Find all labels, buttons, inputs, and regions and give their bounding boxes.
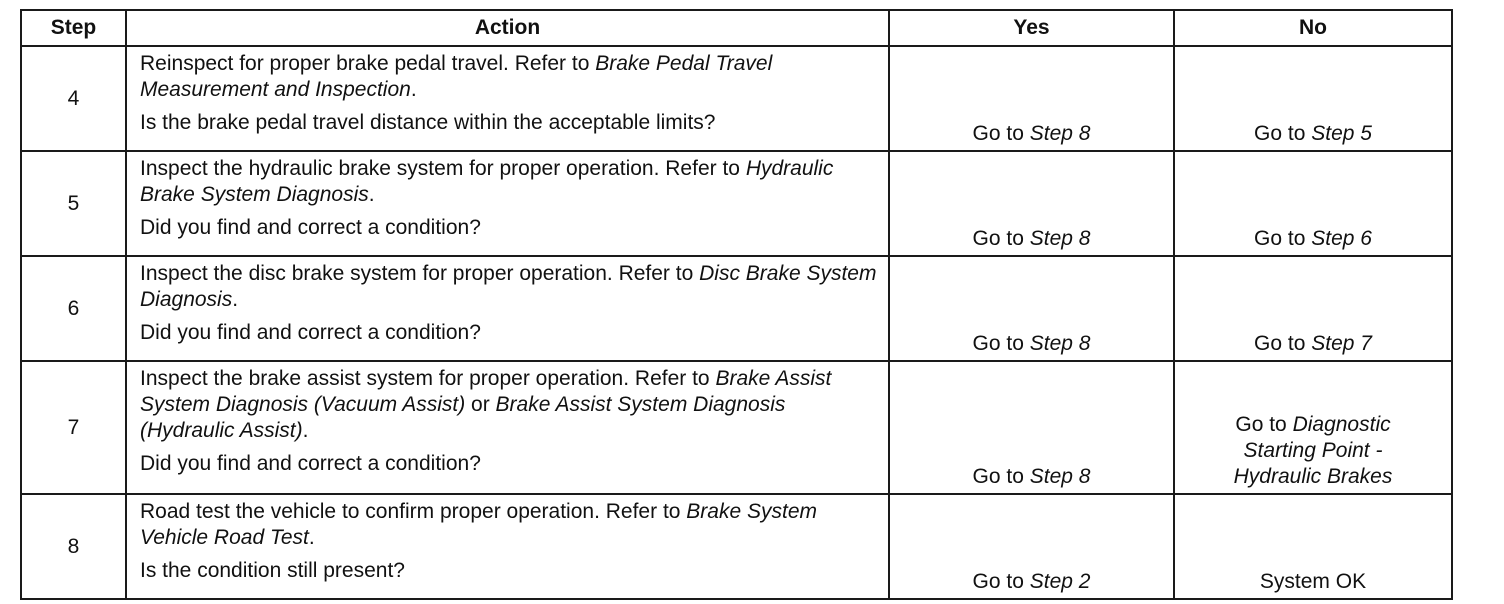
step-number: 5: [21, 151, 126, 256]
action-cell: [126, 46, 889, 151]
diagnostic-table: [20, 9, 1453, 600]
table-row: [21, 46, 1452, 151]
yes-step-reference: Step 8: [1029, 332, 1091, 355]
table-header-row: [21, 10, 1452, 46]
action-reference-secondary: Brake Assist System Diagnosis (Hydraulic Assist): [140, 393, 786, 442]
action-instruction: Inspect the disc brake system for proper operation. Refer to Disc Brake System Diagnosis.: [140, 262, 877, 311]
yes-step-reference: Step 2: [1029, 570, 1091, 593]
yes-cell: Go to Step 2: [889, 494, 1174, 599]
no-cell: System OK: [1174, 494, 1452, 599]
action-cell: [126, 361, 889, 494]
yes-step-reference: Step 8: [1029, 122, 1091, 145]
no-cell: Go to Step 7: [1174, 256, 1452, 361]
action-question: Did you find and correct a condition?: [140, 216, 481, 239]
action-reference: Disc Brake System Diagnosis: [140, 262, 877, 311]
action-instruction: Inspect the brake assist system for proper operation. Refer to Brake Assist System Diagnosis (Vacuum Assist) or Brake Assist System Diagnosis (Hydraulic Assist).: [140, 367, 832, 442]
table-row: [21, 151, 1452, 256]
action-reference: Hydraulic Brake System Diagnosis: [140, 157, 834, 206]
no-cell: Go to Step 6: [1174, 151, 1452, 256]
header-no: No: [1174, 10, 1452, 46]
header-yes: Yes: [889, 10, 1174, 46]
action-reference: Brake Pedal Travel Measurement and Inspection: [140, 52, 773, 101]
yes-cell: Go to Step 8: [889, 361, 1174, 494]
yes-cell: Go to Step 8: [889, 46, 1174, 151]
table-row: [21, 256, 1452, 361]
no-cell: Go to Diagnostic Starting Point - Hydraulic Brakes: [1174, 361, 1452, 494]
no-step-reference: Step 5: [1311, 122, 1372, 145]
yes-step-reference: Step 8: [1029, 465, 1091, 488]
action-reference: Brake System Vehicle Road Test: [140, 500, 818, 549]
action-question: Did you find and correct a condition?: [140, 452, 481, 475]
action-cell: [126, 151, 889, 256]
action-question: Is the brake pedal travel distance within the acceptable limits?: [140, 111, 716, 134]
action-cell: [126, 494, 889, 599]
action-reference: Brake Assist System Diagnosis (Vacuum Assist): [140, 367, 832, 416]
table-row: [21, 494, 1452, 599]
yes-step-reference: Step 8: [1029, 227, 1091, 250]
header-step: Step: [21, 10, 126, 46]
table-row: [21, 361, 1452, 494]
action-question: Is the condition still present?: [140, 559, 405, 582]
header-action: Action: [126, 10, 889, 46]
step-number: 8: [21, 494, 126, 599]
no-cell: Go to Step 5: [1174, 46, 1452, 151]
no-step-reference: Diagnostic Starting Point - Hydraulic Brakes: [1233, 413, 1393, 488]
action-instruction: Reinspect for proper brake pedal travel. Refer to Brake Pedal Travel Measurement and Inspection.: [140, 52, 773, 101]
yes-cell: Go to Step 8: [889, 256, 1174, 361]
no-step-reference: Step 6: [1311, 227, 1372, 250]
step-number: 6: [21, 256, 126, 361]
action-instruction: Inspect the hydraulic brake system for proper operation. Refer to Hydraulic Brake System Diagnosis.: [140, 157, 834, 206]
step-number: 4: [21, 46, 126, 151]
step-number: 7: [21, 361, 126, 494]
no-step-reference: Step 7: [1311, 332, 1372, 355]
action-instruction: Road test the vehicle to confirm proper operation. Refer to Brake System Vehicle Road Test.: [140, 500, 818, 549]
yes-cell: Go to Step 8: [889, 151, 1174, 256]
action-cell: [126, 256, 889, 361]
action-question: Did you find and correct a condition?: [140, 321, 481, 344]
